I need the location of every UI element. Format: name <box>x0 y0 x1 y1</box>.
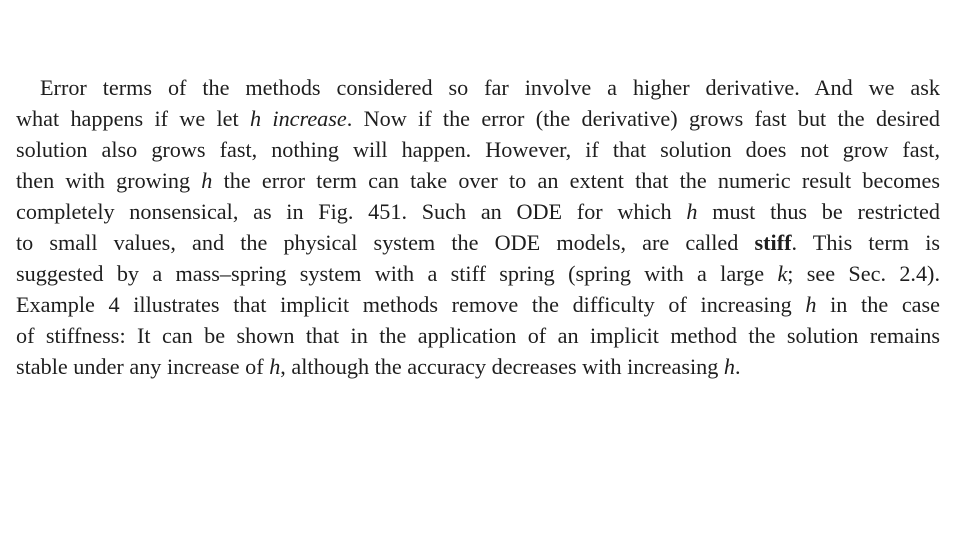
text-segment: the error term can take over to an extent that the numeric result becomes <box>212 168 940 193</box>
text-segment: . This term is <box>791 230 940 255</box>
text-line <box>16 134 940 165</box>
text-segment: then with growing <box>16 168 202 193</box>
text-line <box>16 72 940 103</box>
text-segment: suggested by a mass–spring system with a stiff spring (spring with a large <box>16 261 778 286</box>
text-segment: what happens if we let <box>16 106 250 131</box>
text-line <box>16 289 940 320</box>
text-segment: must thus be restricted <box>697 199 940 224</box>
text-segment: in the case <box>816 292 940 317</box>
text-segment: Example 4 illustrates that implicit methods remove the difficulty of increasing <box>16 292 806 317</box>
text-segment: . Now if the error (the derivative) grows fast but the desired <box>346 106 941 131</box>
italic-term: h <box>723 354 735 379</box>
italic-term: k <box>777 261 788 286</box>
text-segment: completely nonsensical, as in Fig. 451. Such an ODE for which <box>16 199 687 224</box>
text-line <box>16 258 940 289</box>
text-segment: , although the accuracy decreases with increasing <box>280 354 724 379</box>
text-line <box>16 165 940 196</box>
italic-term: h <box>805 292 817 317</box>
text-segment: . <box>734 354 741 379</box>
text-line <box>16 351 940 382</box>
text-segment: of stiffness: It can be shown that in the application of an implicit method the solution remains <box>16 323 940 348</box>
text-segment: to small values, and the physical system the ODE models, are called <box>16 230 755 255</box>
italic-term: h increase <box>250 106 347 131</box>
text-line <box>16 196 940 227</box>
text-segment: Error terms of the methods considered so far involve a higher derivative. And we ask <box>40 75 940 100</box>
text-segment: solution also grows fast, nothing will happen. However, if that solution does not grow fast, <box>16 137 940 162</box>
text-line <box>16 103 940 134</box>
bold-term: stiff <box>754 230 792 255</box>
italic-term: h <box>686 199 698 224</box>
italic-term: h <box>269 354 281 379</box>
italic-term: h <box>201 168 213 193</box>
text-segment: ; see Sec. 2.4). <box>787 261 940 286</box>
text-line <box>16 227 940 258</box>
text-line <box>16 320 940 351</box>
body-paragraph <box>16 72 940 382</box>
text-segment: stable under any increase of <box>16 354 270 379</box>
